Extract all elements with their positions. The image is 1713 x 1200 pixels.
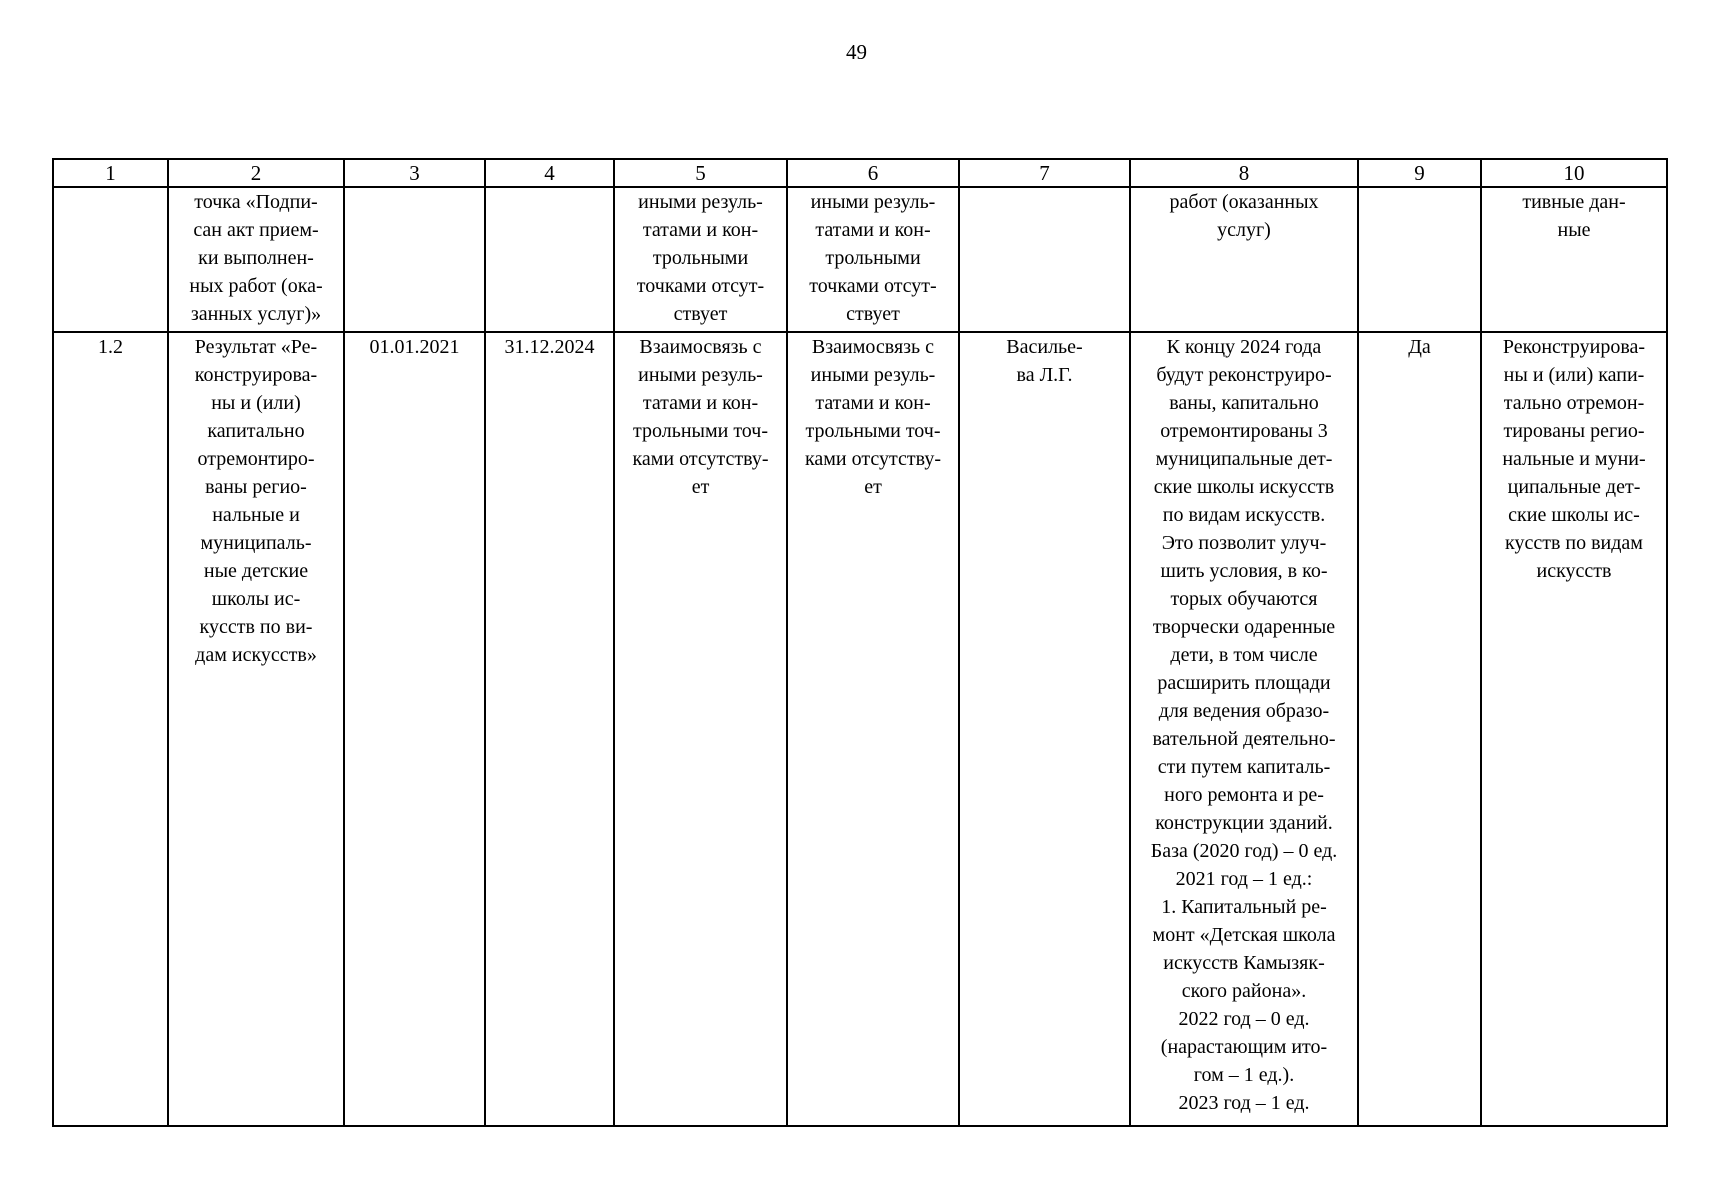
results-table bbox=[52, 158, 1668, 1127]
column-number: 9 bbox=[1358, 159, 1481, 187]
end-date-cell: 31.12.2024 bbox=[485, 332, 614, 1126]
column-number: 5 bbox=[614, 159, 787, 187]
page-number: 49 bbox=[846, 40, 867, 64]
table-cell: тивные дан- ные bbox=[1481, 187, 1667, 332]
table-cell bbox=[959, 187, 1130, 332]
table-cell bbox=[1358, 187, 1481, 332]
responsible-cell: Василье- ва Л.Г. bbox=[959, 332, 1130, 1126]
column-number: 10 bbox=[1481, 159, 1667, 187]
document-cell: Реконструирова- ны и (или) капи- тально отремон- тированы регио- нальные и муни- ципальные дет- ские школы ис- кусств по видам искусств bbox=[1481, 332, 1667, 1126]
table-cell: точка «Подпи- сан акт прием- ки выполнен- ных работ (ока- занных услуг)» bbox=[168, 187, 344, 332]
column-number: 1 bbox=[53, 159, 168, 187]
column-number: 3 bbox=[344, 159, 485, 187]
description-cell: К концу 2024 года будут реконструиро- ваны, капитально отремонтированы 3 муниципальные дет- ские школы искусств по видам искусств. Это позволит улуч- шить условия, в ко- торых обучаются творчески одаренные дети, в том числе расширить площади для ведения образо- вательной деятельно- сти путем капиталь- ного ремонта и ре- конструкции зданий. База (2020 год) – 0 ед. 2021 год – 1 ед.: 1. Капитальный ре- монт «Детская школа искусств Камызяк- ского района». 2022 год – 0 ед. (нарастающим ито- гом – 1 ед.). 2023 год – 1 ед. bbox=[1130, 332, 1358, 1126]
table-row bbox=[53, 187, 1667, 332]
result-name-cell: Результат «Ре- конструирова- ны и (или) капитально отремонтиро- ваны регио- нальные и муниципаль- ные детские школы ис- кусств по ви- дам искусств» bbox=[168, 332, 344, 1126]
relation-cell: Взаимосвязь с иными резуль- татами и кон- трольными точ- ками отсутству- ет bbox=[787, 332, 959, 1126]
row-number-cell: 1.2 bbox=[53, 332, 168, 1126]
flag-cell: Да bbox=[1358, 332, 1481, 1126]
column-number: 4 bbox=[485, 159, 614, 187]
column-number-row bbox=[53, 159, 1667, 187]
table-cell: работ (оказанных услуг) bbox=[1130, 187, 1358, 332]
table-cell: иными резуль- татами и кон- трольными точками отсут- ствует bbox=[614, 187, 787, 332]
column-number: 2 bbox=[168, 159, 344, 187]
column-number: 7 bbox=[959, 159, 1130, 187]
table-row bbox=[53, 332, 1667, 1126]
table-cell bbox=[344, 187, 485, 332]
table-cell bbox=[53, 187, 168, 332]
start-date-cell: 01.01.2021 bbox=[344, 332, 485, 1126]
table-cell: иными резуль- татами и кон- трольными точками отсут- ствует bbox=[787, 187, 959, 332]
table-cell bbox=[485, 187, 614, 332]
column-number: 8 bbox=[1130, 159, 1358, 187]
relation-cell: Взаимосвязь с иными резуль- татами и кон- трольными точ- ками отсутству- ет bbox=[614, 332, 787, 1126]
column-number: 6 bbox=[787, 159, 959, 187]
